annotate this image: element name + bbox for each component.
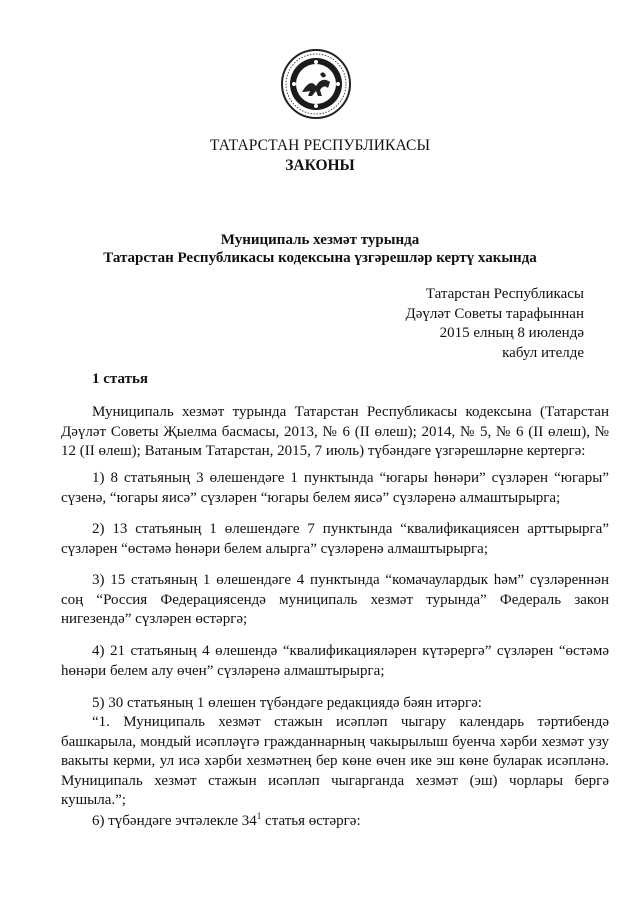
- law-title-line-2: Татарстан Республикасы кодексына үзгәрешләр кертү хакында: [103, 250, 537, 266]
- paragraph-intro: Муниципаль хезмәт турында Татарстан Республикасы кодексына (Татарстан Дәүләт Советы Җыелма басмасы, 2013, № 6 (II өлеш); 2014, № 5, № 6 (II өлеш), № 12 (II өлеш); Ватаным Татарстан, 2015, 7 июль) түбәндәге үзгәрешләрне кертергә:: [61, 404, 609, 459]
- coat-of-arms-icon: [280, 48, 352, 120]
- adoption-line-1: Татарстан Республикасы: [425, 286, 584, 302]
- adoption-line-3: 2015 елның 8 июлендә: [439, 325, 584, 341]
- paragraph-item-5: 5) 30 статьяның 1 өлешен түбәндәге редакциядә бәян итәргә:: [92, 695, 482, 711]
- adoption-line-4: кабул ителде: [502, 344, 584, 361]
- item-6-text-end: статья өстәргә:: [261, 813, 361, 829]
- paragraph-item-4: 4) 21 статьяның 4 өлешендә “квалификацияләрен күтәрергә” сүзләрен “өстәмә һөнәри белем алу өчен” сүзләренә алмаштырырга;: [61, 643, 609, 679]
- paragraph-item-5-quote: “1. Муниципаль хезмәт стажын исәпләп чыгару календарь тәртибендә башкарыла, мондый исәпләүгә гражданнарның чакырылыш буенча хәрби хезмәт узу вакыты керми, ул исә хәрби хезмәтнең бер көне өчен ике эш көне буларак исәпләнә. Муниципаль хезмәт стажын исәпләп чыгарганда хезмәт (эш) чорлары бергә кушыла.”;: [61, 714, 609, 808]
- adoption-line-2: Дәүләт Советы тарафыннан: [405, 305, 584, 322]
- paragraph-item-1: 1) 8 статьяның 3 өлешендәге 1 пунктында “югары һөнәри” сүзләрен “югары” сүзенә, “югары яисә” сүзләрен “югары белем яисә” сүзләренә алмаштырырга;: [61, 470, 609, 506]
- paragraph-item-3: 3) 15 статьяның 1 өлешендәге 4 пунктында “комачаулардык һәм” сүзләреннән соң “Россия Федерациясендә муниципаль хезмәт турында” Федераль закон нигезендә” сүзләрен өстәргә;: [61, 572, 609, 627]
- item-6-superscript: 1: [256, 811, 262, 821]
- header-republic: ТАТАРСТАН РЕСПУБЛИКАСЫ: [209, 137, 431, 154]
- adoption-block: [406, 285, 584, 363]
- paragraph-item-2: 2) 13 статьяның 1 өлешендәге 7 пунктында “квалификациясен арттырырга” сүзләрен “өстәмә һөнәри белем алырга” сүзләренә алмаштырырга;: [61, 521, 609, 557]
- header-law: ЗАКОНЫ: [285, 157, 355, 174]
- law-title-line-1: Муниципаль хезмәт турында: [220, 232, 420, 248]
- item-6-text: 6) түбәндәге эчтәлекле 34: [92, 813, 257, 829]
- article-heading: 1 статья: [92, 371, 148, 387]
- paragraph-item-6: [61, 807, 609, 832]
